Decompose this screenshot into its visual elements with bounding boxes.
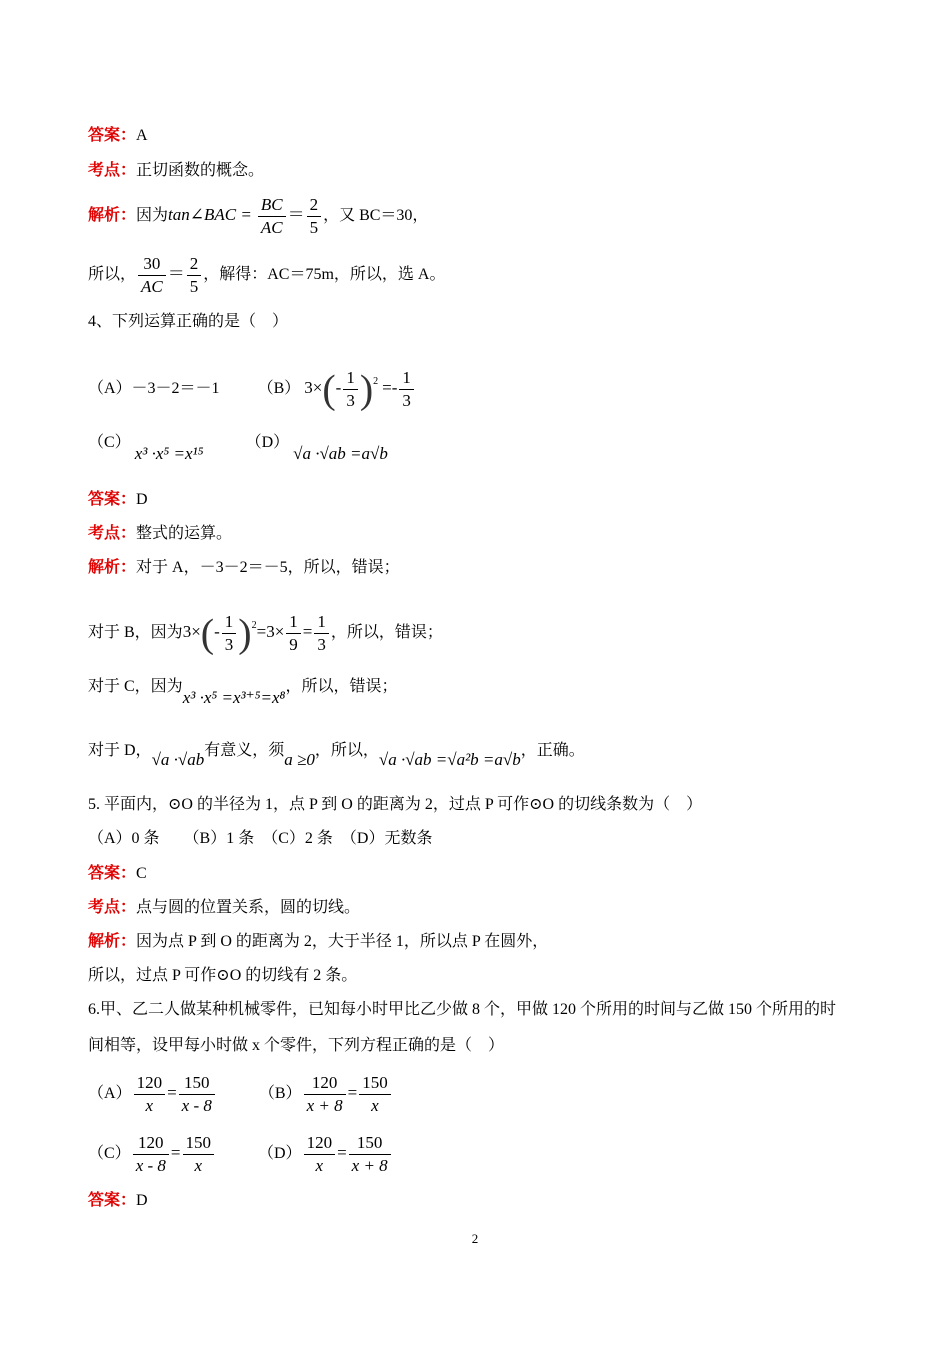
q6-stem-line1: 6.甲、乙二人做某种机械零件，已知每小时甲比乙少做 8 个，甲做 120 个所用的时间与乙做 150 个所用的时: [88, 1001, 837, 1018]
q3-point-line: 考点：正切函数的概念。: [88, 162, 265, 179]
fraction: $\frac{2}{5}$: [187, 253, 202, 298]
q4-point-line: 考点：整式的运算。: [88, 525, 233, 542]
q6-stem-line2: 间相等，设甲每小时做 x 个零件，下列方程正确的是（ ）: [88, 1037, 505, 1054]
q5-analysis-line2: 所以，过点 P 可作⊙O 的切线有 2 条。: [88, 967, 358, 984]
q4-option-d-label: （D）: [245, 434, 290, 451]
q4-option-c-label: （C）: [88, 434, 131, 451]
q5-options: （A）0 条 （B）1 条 （C）2 条 （D）无数条: [88, 830, 433, 847]
q4-analysis-b: 对于 B，因为3×(- $\frac{1}{3}$ )$^2$=3× $\frac{1}{9}$ = $\frac{1}{3}$ ，所以，错误；: [88, 610, 443, 656]
q3-point: 正切函数的概念。: [136, 162, 265, 179]
q6-options-ab: （A） $\frac{120}{x}$ = $\frac{150}{x - 8}$ （B） $\frac{120}{x + 8}$ = $\frac{150}{x}$: [88, 1068, 393, 1119]
q4-analysis-c: 对于 C，因为x³ ·x⁵ =x³⁺⁵=x⁸，所以，错误；: [88, 678, 398, 707]
fraction: $\frac{BC}{AC}$: [258, 194, 286, 239]
q4-point: 整式的运算。: [136, 525, 233, 542]
fraction: $\frac{2}{5}$: [307, 194, 322, 239]
fraction: $\frac{30}{AC}$: [138, 253, 166, 298]
q4-option-a: （A）－3－2＝－1: [88, 380, 220, 397]
q6-options-cd: （C） $\frac{120}{x - 8}$ = $\frac{150}{x}$ （D） $\frac{120}{x}$ = $\frac{150}{x + 8}$: [88, 1128, 393, 1179]
q3-answer: A: [136, 127, 148, 144]
tan-expression: tan∠BAC =: [168, 205, 252, 224]
point-label: 考点: [88, 162, 121, 179]
q4-answer-line: 答案：D: [88, 491, 148, 508]
q5-stem: 5. 平面内，⊙O 的半径为 1，点 P 到 O 的距离为 2，过点 P 可作⊙O 的切线条数为（ ）: [88, 796, 703, 813]
q4-answer: D: [136, 491, 148, 508]
q4-stem: 4、下列运算正确的是（ ）: [88, 313, 289, 330]
answer-label: 答案: [88, 127, 121, 144]
q4-analysis-d: 对于 D，√a ·√ab有意义，须a ≥0，所以，√a ·√ab =√a²b =a√b，正确。: [88, 742, 585, 769]
q6-answer: D: [136, 1192, 148, 1209]
q5-analysis-line: 解析：因为点 P 到 O 的距离为 2，大于半径 1，所以点 P 在圆外，: [88, 933, 549, 950]
q4-option-c: x³ ·x⁵ =x¹⁵: [134, 444, 204, 463]
q4-option-d: √a ·√ab =a√b: [293, 444, 388, 463]
q4-options-cd: [88, 432, 388, 463]
page-number: 2: [471, 1231, 479, 1246]
q4-options-ab: （A）－3－2＝－1 （B） 3×(- $\frac{1}{3}$ )$^2$ =- $\frac{1}{3}$: [88, 356, 416, 415]
q5-point-line: 考点：点与圆的位置关系，圆的切线。: [88, 899, 361, 916]
q3-answer-line: 答案：A: [88, 127, 148, 144]
q6-answer-line: 答案：D: [88, 1192, 148, 1209]
q4-analysis-a: 解析：对于 A，－3－2＝－5，所以，错误；: [88, 559, 400, 576]
analysis-label: 解析: [88, 207, 121, 224]
q3-analysis-line: 解析：因为tan∠BAC = $\frac{BC}{AC}$ ＝ $\frac{2}{5}$ ，又 BC＝30，: [88, 194, 429, 237]
q5-answer-line: 答案：C: [88, 865, 147, 882]
q3-analysis-line2: 所以， $\frac{30}{AC}$ ＝ $\frac{2}{5}$ ，解得：AC＝75m，所以，选 A。: [88, 253, 446, 296]
q4-option-b-label: （B）: [257, 380, 301, 397]
q5-answer: C: [136, 865, 147, 882]
